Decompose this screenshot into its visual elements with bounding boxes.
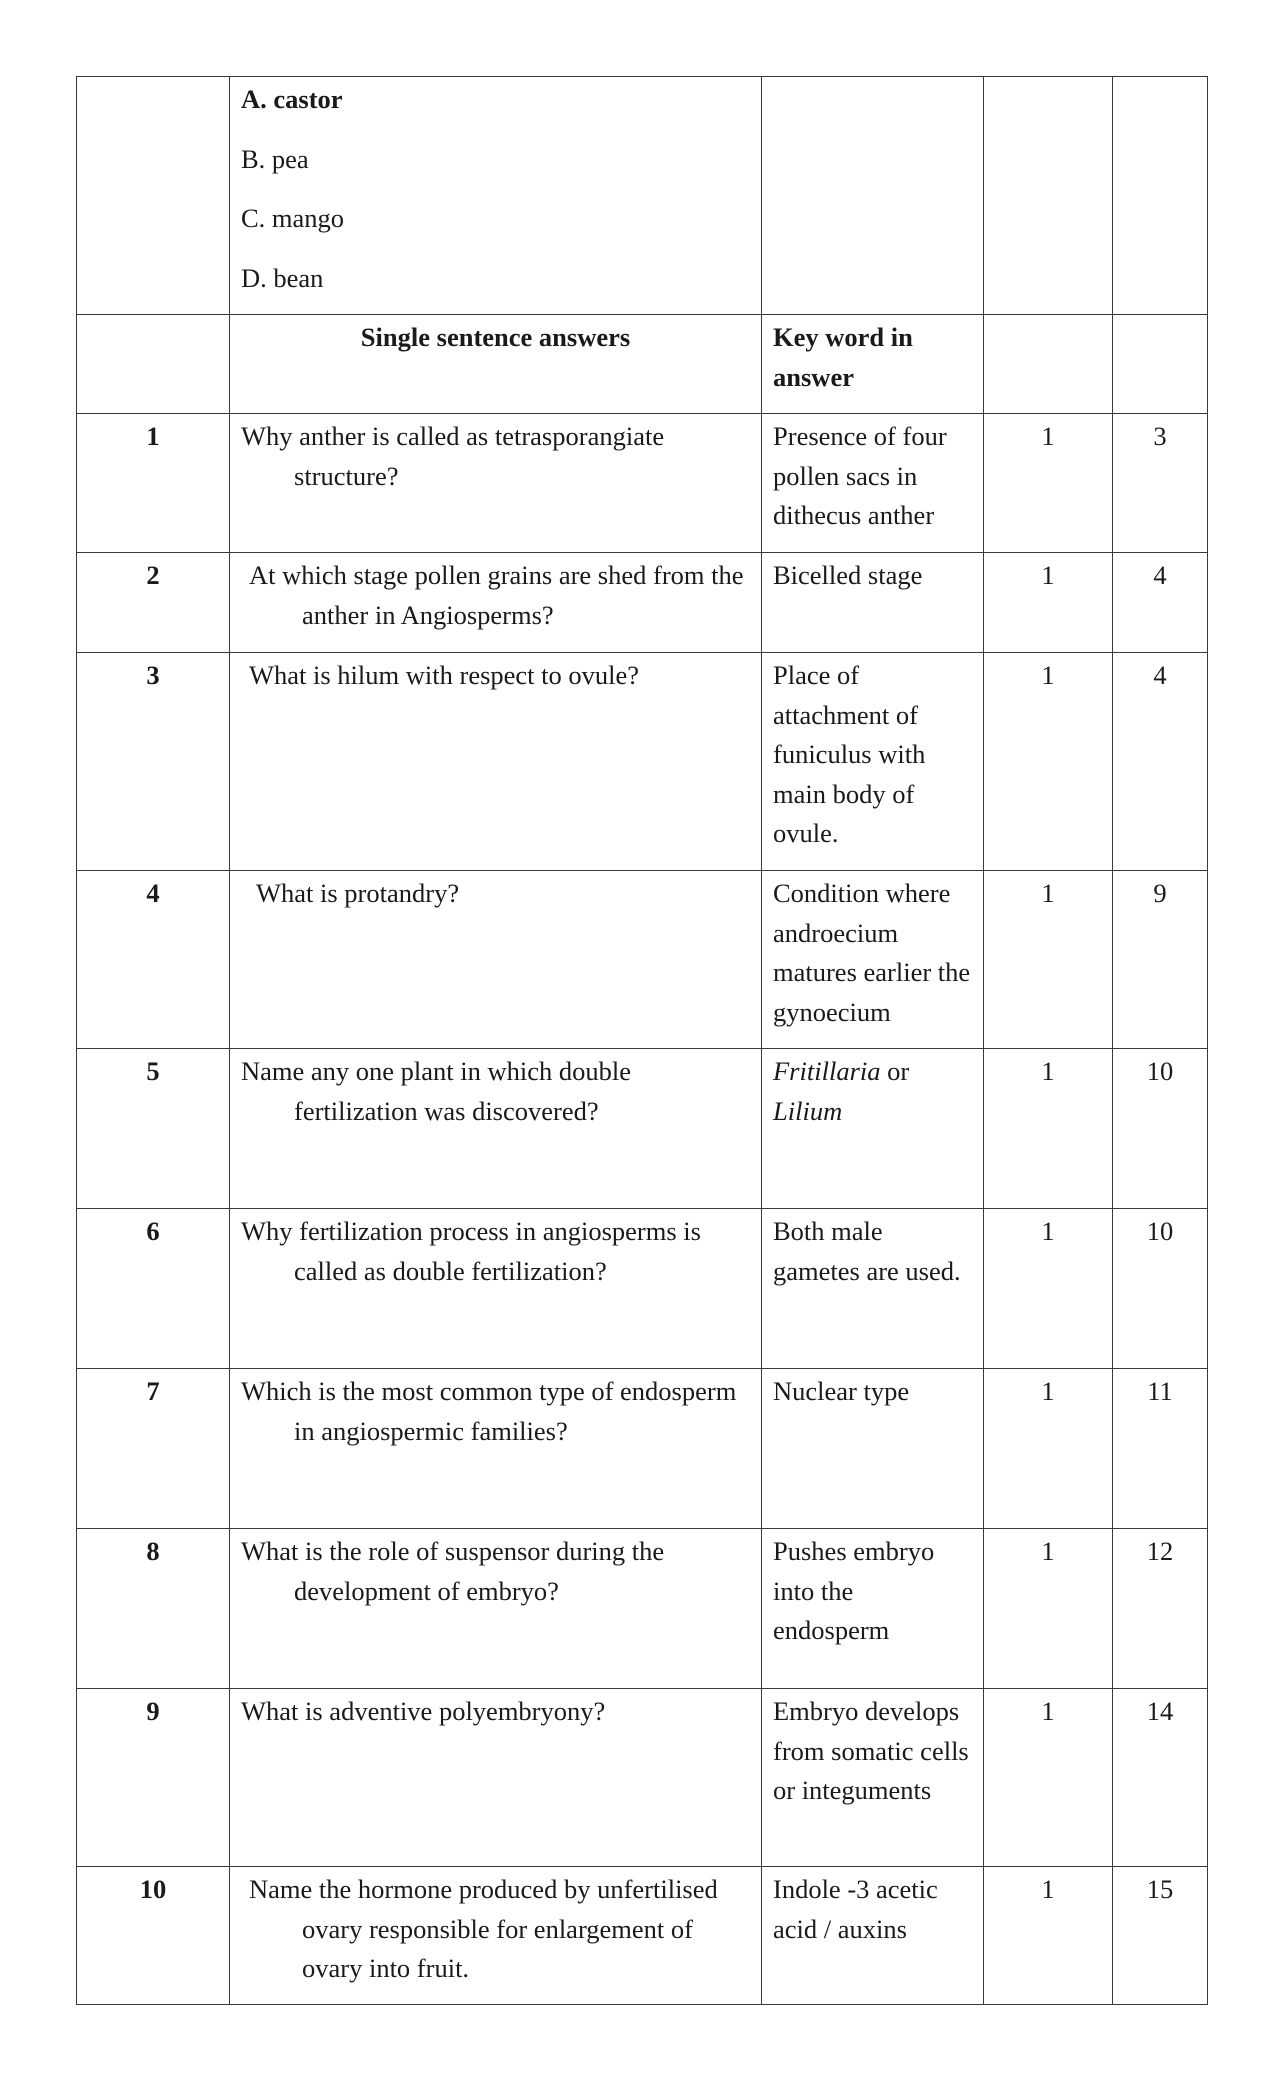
empty-cell [984, 315, 1113, 414]
table-row [77, 1689, 1208, 1867]
marks-cell: 1 [984, 1049, 1113, 1209]
question-text: Why anther is called as tetrasporangiate structure? [241, 421, 665, 491]
question-text: Why fertilization process in angiosperms is called as double fertilization? [241, 1216, 701, 1286]
marks-cell: 1 [984, 414, 1113, 553]
key-word-cell: Condition where androecium matures earlier the gynoecium [762, 871, 984, 1049]
page-cell: 4 [1113, 553, 1208, 653]
question-text: At which stage pollen grains are shed from the anther in Angiosperms? [249, 560, 744, 630]
table-row [77, 871, 1208, 1049]
empty-cell [77, 77, 230, 315]
key-word-italic-1: Fritillaria [773, 1056, 881, 1086]
question-cell [230, 1209, 762, 1369]
question-number: 2 [77, 553, 230, 653]
question-cell [230, 871, 762, 1049]
marks-cell: 1 [984, 653, 1113, 871]
question-cell [230, 653, 762, 871]
page-cell: 11 [1113, 1369, 1208, 1529]
empty-cell [984, 77, 1113, 315]
question-column-header: Single sentence answers [230, 315, 762, 414]
question-number: 8 [77, 1529, 230, 1689]
marks-cell: 1 [984, 1529, 1113, 1689]
question-number: 4 [77, 871, 230, 1049]
question-number: 1 [77, 414, 230, 553]
header-row [77, 315, 1208, 414]
page-cell: 14 [1113, 1689, 1208, 1867]
table-row [77, 653, 1208, 871]
key-word-cell: Indole -3 acetic acid / auxins [762, 1867, 984, 2005]
question-text: What is hilum with respect to ovule? [249, 660, 640, 690]
question-text: What is protandry? [256, 878, 460, 908]
marks-cell: 1 [984, 553, 1113, 653]
table-row [77, 1369, 1208, 1529]
empty-cell [1113, 77, 1208, 315]
page-cell: 12 [1113, 1529, 1208, 1689]
question-cell [230, 1689, 762, 1867]
question-number: 3 [77, 653, 230, 871]
key-column-header: Key word in answer [762, 315, 984, 414]
page-cell: 9 [1113, 871, 1208, 1049]
table-row [77, 1529, 1208, 1689]
question-cell [230, 553, 762, 653]
question-text: What is the role of suspensor during the development of embryo? [241, 1536, 665, 1606]
question-text: Name the hormone produced by unfertilised ovary responsible for enlargement of ovary into fruit. [249, 1874, 718, 1983]
marks-cell: 1 [984, 1689, 1113, 1867]
key-word-cell: Both male gametes are used. [762, 1209, 984, 1369]
page-cell: 10 [1113, 1049, 1208, 1209]
question-cell [230, 1369, 762, 1529]
question-number: 7 [77, 1369, 230, 1529]
marks-cell: 1 [984, 1867, 1113, 2005]
page-cell: 3 [1113, 414, 1208, 553]
key-word-cell: Nuclear type [762, 1369, 984, 1529]
question-number: 9 [77, 1689, 230, 1867]
key-word-cell: Place of attachment of funiculus with main body of ovule. [762, 653, 984, 871]
key-word-cell: Bicelled stage [762, 553, 984, 653]
answer-key-table [76, 76, 1208, 2005]
question-text: What is adventive polyembryony? [241, 1696, 606, 1726]
key-word-cell [762, 1049, 984, 1209]
question-cell [230, 414, 762, 553]
option-c: C. mango [241, 203, 345, 233]
table-row [77, 1867, 1208, 2005]
empty-cell [762, 77, 984, 315]
options-row [77, 77, 1208, 315]
page-cell: 4 [1113, 653, 1208, 871]
key-word-cell: Pushes embryo into the endosperm [762, 1529, 984, 1689]
table-row [77, 414, 1208, 553]
table-row [77, 1209, 1208, 1369]
marks-cell: 1 [984, 871, 1113, 1049]
marks-cell: 1 [984, 1209, 1113, 1369]
option-a: A. castor [241, 84, 343, 114]
options-cell [230, 77, 762, 315]
question-number: 5 [77, 1049, 230, 1209]
page-cell: 10 [1113, 1209, 1208, 1369]
key-word-cell: Presence of four pollen sacs in dithecus anther [762, 414, 984, 553]
option-b: B. pea [241, 143, 309, 174]
question-text: Which is the most common type of endosperm in angiospermic families? [241, 1376, 737, 1446]
marks-cell: 1 [984, 1369, 1113, 1529]
table-row [77, 553, 1208, 653]
key-word-separator: or [880, 1056, 910, 1086]
question-number: 6 [77, 1209, 230, 1369]
empty-cell [77, 315, 230, 414]
page-cell: 15 [1113, 1867, 1208, 2005]
question-cell [230, 1529, 762, 1689]
question-number: 10 [77, 1867, 230, 2005]
table-row [77, 1049, 1208, 1209]
question-text: Name any one plant in which double fertilization was discovered? [241, 1056, 632, 1126]
option-d: D. bean [241, 262, 324, 293]
empty-cell [1113, 315, 1208, 414]
key-word-cell: Embryo develops from somatic cells or integuments [762, 1689, 984, 1867]
question-cell [230, 1049, 762, 1209]
question-cell [230, 1867, 762, 2005]
key-word-italic-2: Lilium [773, 1095, 843, 1126]
